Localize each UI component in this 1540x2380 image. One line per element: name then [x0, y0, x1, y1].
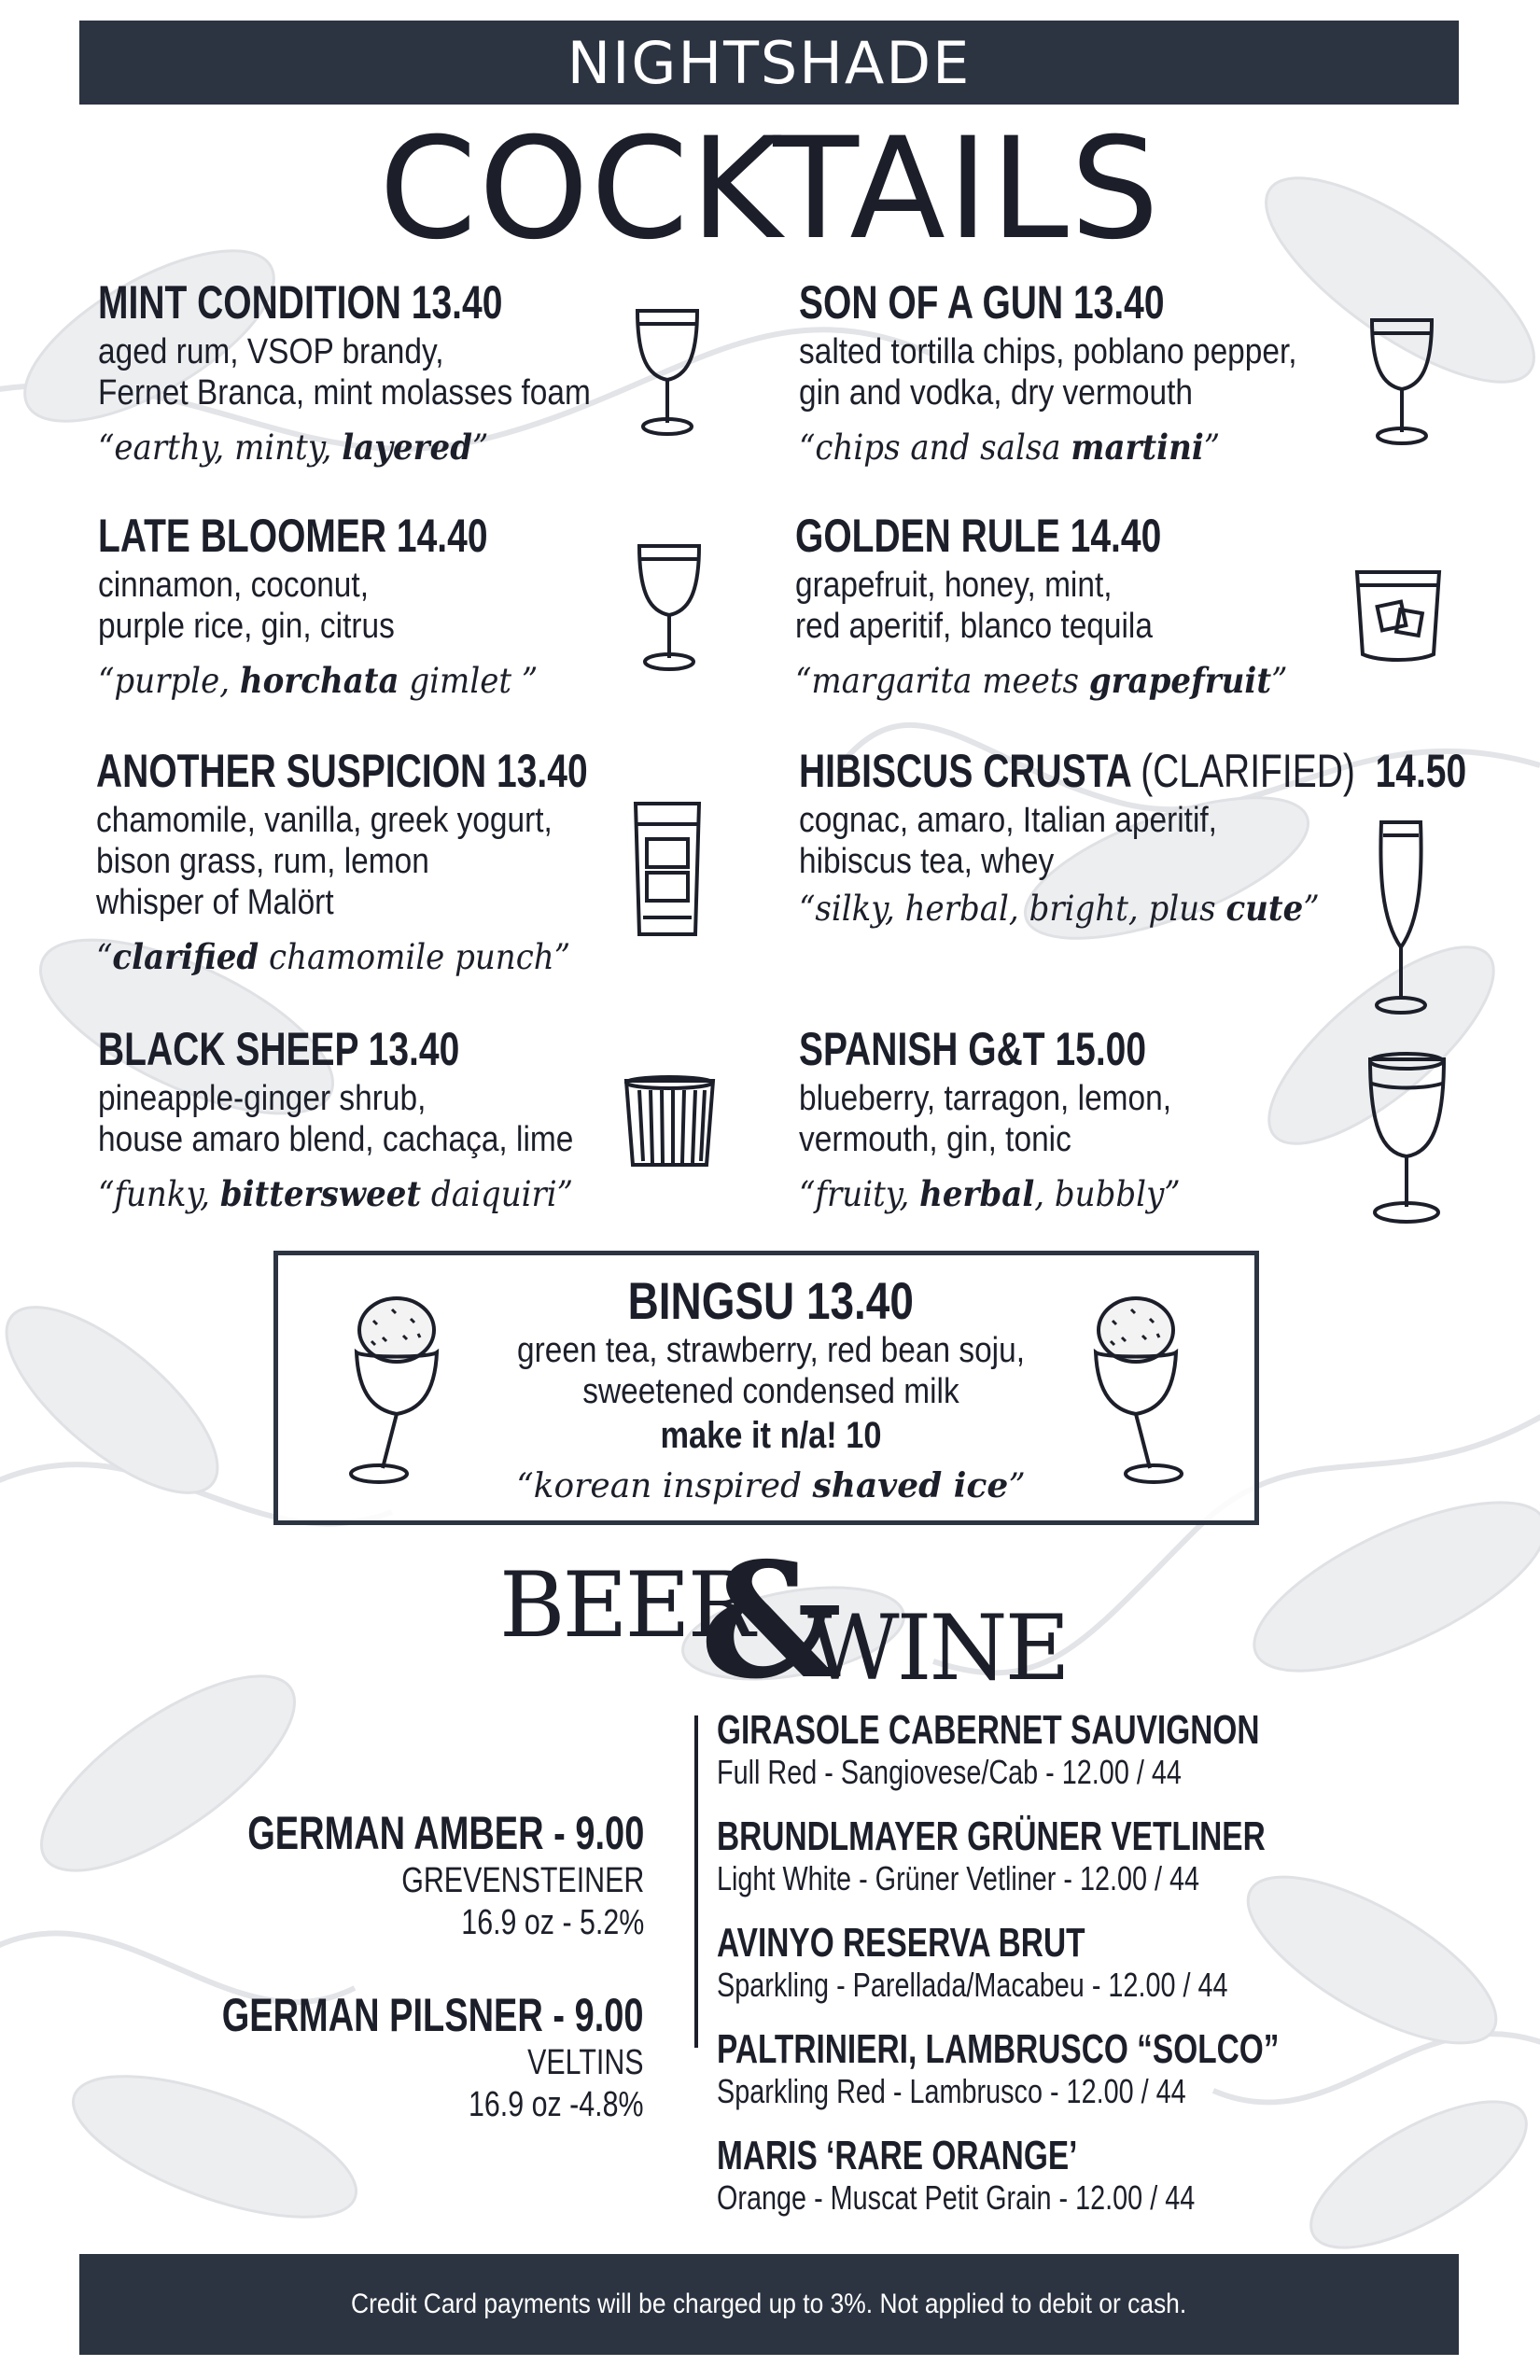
beer-name: GERMAN PILSNER - 9.00 — [222, 1989, 644, 2041]
beer-wine-divider — [694, 1715, 698, 2048]
cocktail-quote: “margarita meets grapefruit” — [795, 659, 1288, 701]
cocktail-quote: “purple, horchata gimlet ” — [98, 659, 539, 701]
wine-glass-icon — [630, 303, 705, 439]
cocktail-name: SON OF A GUN 13.40 — [799, 276, 1165, 329]
cocktail-name: GOLDEN RULE 14.40 — [795, 510, 1162, 562]
ampersand: & — [700, 1528, 844, 1715]
bingsu-na-option: make it n/a! 10 — [660, 1415, 882, 1457]
wine-word: WINE — [807, 1596, 1068, 1701]
ingredient-line: chamomile, vanilla, greek yogurt, — [96, 800, 553, 840]
cocktail-quote: “silky, herbal, bright, plus cute” — [799, 887, 1320, 929]
cocktail-ingredients — [96, 800, 589, 923]
bingsu-name: BINGSU 13.40 — [627, 1271, 915, 1330]
cocktail-quote: “clarified chamomile punch” — [96, 935, 571, 977]
wine-name: GIRASOLE CABERNET SAUVIGNON — [717, 1707, 1260, 1753]
wine-brundlmayer — [717, 1814, 1438, 1898]
cocktails-heading: COCKTAILS — [379, 108, 1161, 271]
ingredient-line: red aperitif, blanco tequila — [795, 606, 1153, 646]
beer-wine-heading — [499, 1528, 1068, 1715]
bingsu-ingredients-line-2: sweetened condensed milk — [582, 1372, 959, 1412]
cocktail-ingredients — [98, 565, 591, 647]
cocktail-name: ANOTHER SUSPICION 13.40 — [96, 745, 588, 797]
cocktail-quote: “fruity, herbal, bubbly” — [799, 1172, 1181, 1214]
ingredient-line: grapefruit, honey, mint, — [795, 565, 1113, 605]
ingredient-line: gin and vodka, dry vermouth — [799, 372, 1193, 413]
cocktail-name: SPANISH G&T 15.00 — [799, 1023, 1147, 1075]
ingredient-line: cinnamon, coconut, — [98, 565, 369, 605]
cocktail-son-of-a-gun — [799, 278, 1359, 468]
cocktail-ingredients — [799, 1078, 1292, 1160]
cocktail-price: 14.50 — [1375, 745, 1467, 797]
cocktail-name: MINT CONDITION 13.40 — [98, 276, 503, 329]
wine-name: PALTRINIERI, LAMBRUSCO “SOLCO” — [717, 2026, 1280, 2072]
ingredient-line: hibiscus tea, whey — [799, 841, 1055, 881]
beer-brand: GREVENSTEINER — [400, 1861, 644, 1900]
ingredient-line: purple rice, gin, citrus — [98, 606, 395, 646]
rocks-glass-icon — [1351, 565, 1445, 665]
wine-detail: Light White - Grüner Vetliner - 12.00 / 44 — [717, 1859, 1200, 1898]
bingsu-ingredients-line-1: green tea, strawberry, red bean soju, — [516, 1330, 1026, 1370]
wine-name: AVINYO RESERVA BRUT — [717, 1920, 1085, 1966]
cocktail-quote: “funky, bittersweet daiquiri” — [98, 1172, 574, 1214]
cocktail-black-sheep — [98, 1025, 658, 1214]
cocktail-quote: “chips and salsa martini” — [799, 426, 1221, 468]
cocktail-name: LATE BLOOMER 14.40 — [98, 510, 488, 562]
beer-german-pilsner — [89, 1988, 644, 2126]
cocktail-ingredients — [98, 1078, 591, 1160]
wine-glass-icon — [632, 539, 707, 674]
bingsu-quote: “korean inspired shaved ice” — [516, 1466, 1026, 1506]
brand-name: NIGHTSHADE — [567, 28, 972, 97]
ingredient-line: pineapple-ginger shrub, — [98, 1078, 427, 1118]
beer-name: GERMAN AMBER - 9.00 — [246, 1807, 644, 1859]
wine-paltrinieri — [717, 2027, 1457, 2111]
beer-brand: VELTINS — [527, 2043, 644, 2082]
wine-glass-icon — [1365, 313, 1439, 448]
beer-spec: 16.9 oz -4.8% — [469, 2084, 644, 2124]
cocktail-quote: “earthy, minty, layered” — [98, 426, 489, 468]
flute-glass-icon — [1368, 817, 1434, 1017]
ingredient-line: Fernet Branca, mint molasses foam — [98, 372, 591, 413]
ingredient-line: cognac, amaro, Italian aperitif, — [799, 800, 1217, 840]
wine-detail: Full Red - Sangiovese/Cab - 12.00 / 44 — [717, 1753, 1182, 1792]
header-bar — [79, 21, 1459, 105]
wine-name: BRUNDLMAYER GRÜNER VETLINER — [717, 1813, 1266, 1859]
beer-german-amber — [122, 1806, 644, 1944]
cocktail-mint-condition — [98, 278, 658, 468]
wine-detail: Orange - Muscat Petit Grain - 12.00 / 44 — [717, 2178, 1196, 2218]
wine-maris — [717, 2134, 1314, 2218]
ingredient-line: bison grass, rum, lemon — [96, 841, 429, 881]
highball-glass-icon — [630, 798, 705, 943]
ingredient-line: vermouth, gin, tonic — [799, 1119, 1071, 1159]
cocktail-name: HIBISCUS CRUSTA (CLARIFIED) 14.50 — [799, 745, 1467, 797]
ingredient-line: salted tortilla chips, poblano pepper, — [799, 331, 1297, 371]
ingredient-line: aged rum, VSOP brandy, — [98, 331, 444, 371]
cocktail-another-suspicion — [96, 747, 656, 977]
wine-name: MARIS ‘RARE ORANGE’ — [717, 2133, 1078, 2178]
cocktail-ingredients — [98, 331, 591, 413]
footer-bar — [79, 2254, 1459, 2355]
cocktail-ingredients — [799, 800, 1391, 882]
shaved-ice-glass-icon — [1085, 1293, 1187, 1489]
cocktail-ingredients — [795, 565, 1288, 647]
wine-detail: Sparkling Red - Lambrusco - 12.00 / 44 — [717, 2072, 1186, 2111]
wine-girasole — [717, 1708, 1431, 1792]
cocktail-name-extra: (CLARIFIED) — [1141, 745, 1355, 797]
cocktail-name: BLACK SHEEP 13.40 — [98, 1023, 460, 1075]
wine-detail: Sparkling - Parellada/Macabeu - 12.00 / 44 — [717, 1966, 1228, 2005]
bingsu-details — [465, 1272, 1077, 1505]
cocktail-ingredients — [799, 331, 1297, 413]
cocktail-spanish-gt — [799, 1025, 1359, 1214]
beer-word: BEER — [499, 1553, 752, 1658]
payment-note: Credit Card payments will be charged up to 3%. Not applied to debit or cash. — [351, 2289, 1187, 2319]
ingredient-line: house amaro blend, cachaça, lime — [98, 1119, 574, 1159]
ribbed-tumbler-icon — [621, 1073, 719, 1176]
cocktail-late-bloomer — [98, 511, 658, 701]
bingsu-feature-box — [273, 1251, 1259, 1525]
ingredient-line: whisper of Malört — [96, 882, 334, 922]
beer-spec: 16.9 oz - 5.2% — [460, 1902, 644, 1942]
goblet-glass-icon — [1363, 1050, 1451, 1227]
wine-avinyo — [717, 1921, 1355, 2005]
shaved-ice-glass-icon — [345, 1293, 448, 1489]
cocktail-golden-rule — [795, 511, 1355, 701]
ingredient-line: blueberry, tarragon, lemon, — [799, 1078, 1172, 1118]
